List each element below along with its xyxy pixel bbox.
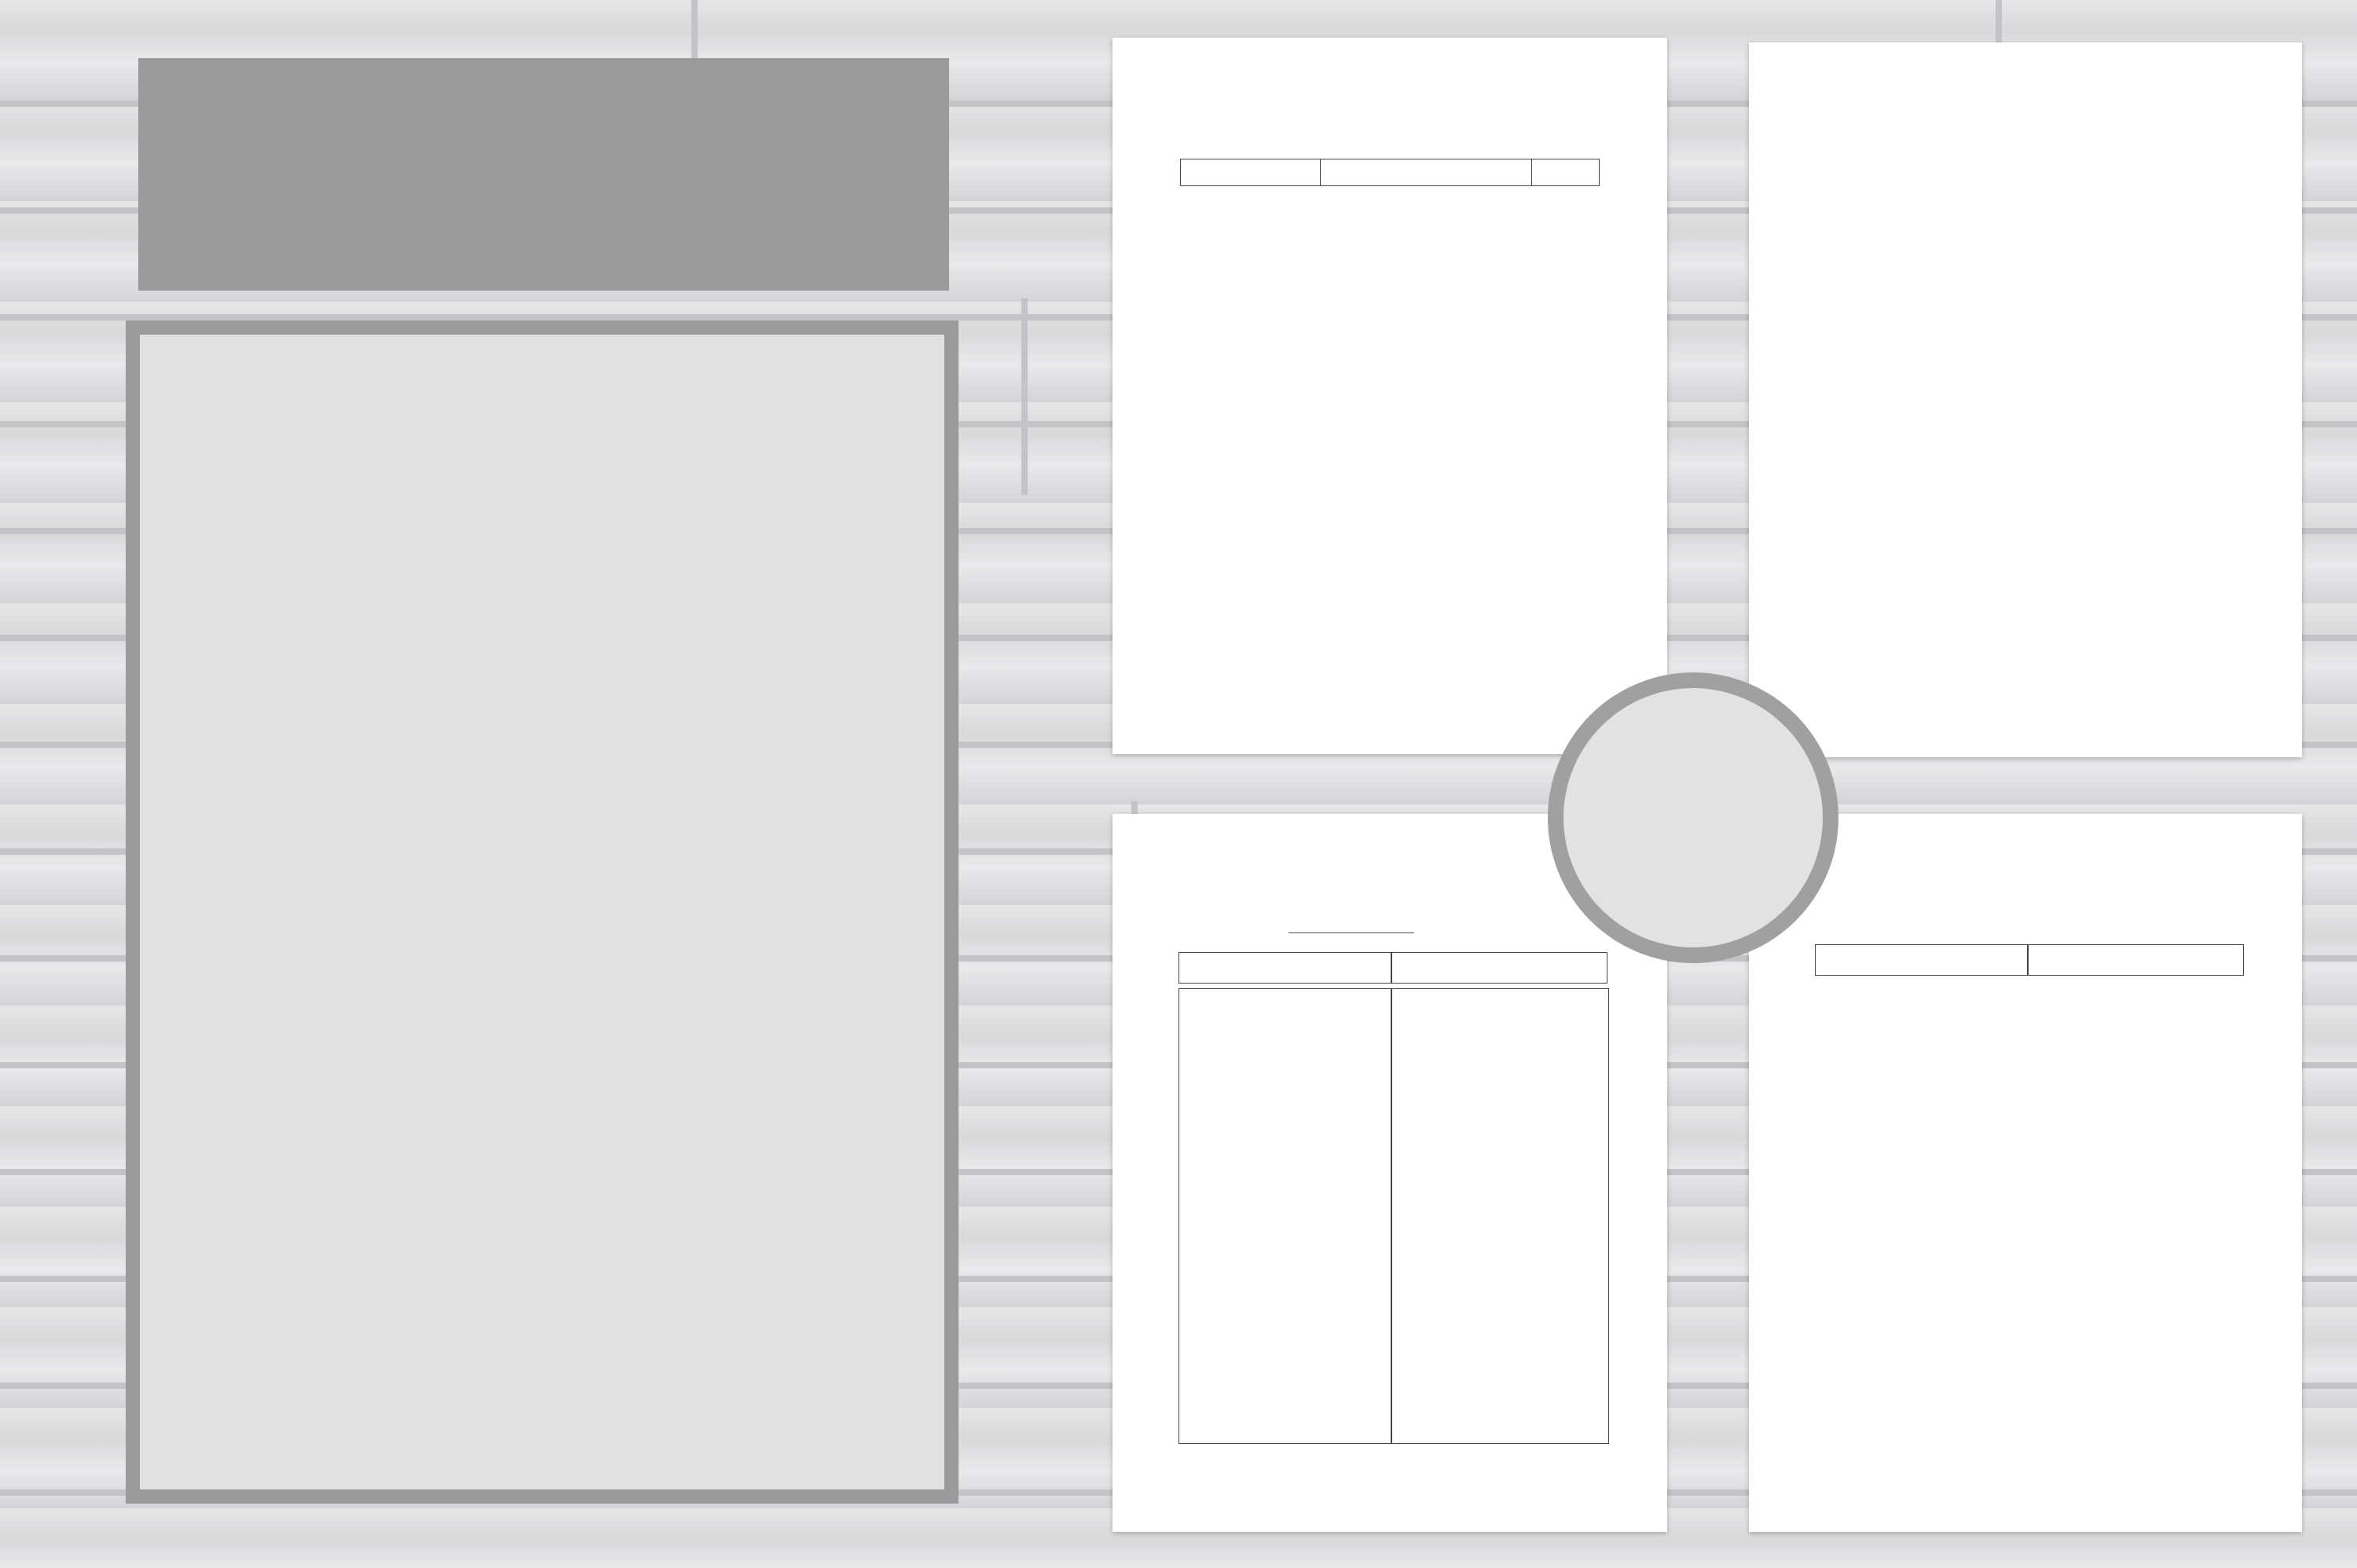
title-banner (138, 58, 949, 291)
option-2-header (1391, 952, 1607, 984)
option-1-header (1178, 952, 1392, 984)
page-important-contacts (1749, 42, 2302, 757)
budget-label (1288, 911, 1414, 933)
column-header-address (1320, 159, 1531, 186)
option-2-column (1391, 988, 1609, 1444)
compare-badge-inner (1563, 688, 1823, 947)
page-utility-comparison (1749, 814, 2302, 1532)
plank-seam (1021, 299, 1028, 495)
description-panel (126, 321, 959, 1504)
old-apartment-header (1815, 944, 2029, 976)
compare-badge (1548, 672, 1838, 963)
page-renters-insurance (1113, 814, 1667, 1532)
announcements-table (1180, 159, 1600, 186)
description-panel-inner (140, 335, 944, 1489)
option-1-column (1178, 988, 1392, 1444)
new-apartment-header (2027, 944, 2244, 976)
budget-line (1288, 916, 1414, 933)
column-header-sent (1532, 159, 1600, 186)
page-moving-announcements (1113, 38, 1667, 754)
column-header-name (1181, 159, 1321, 186)
